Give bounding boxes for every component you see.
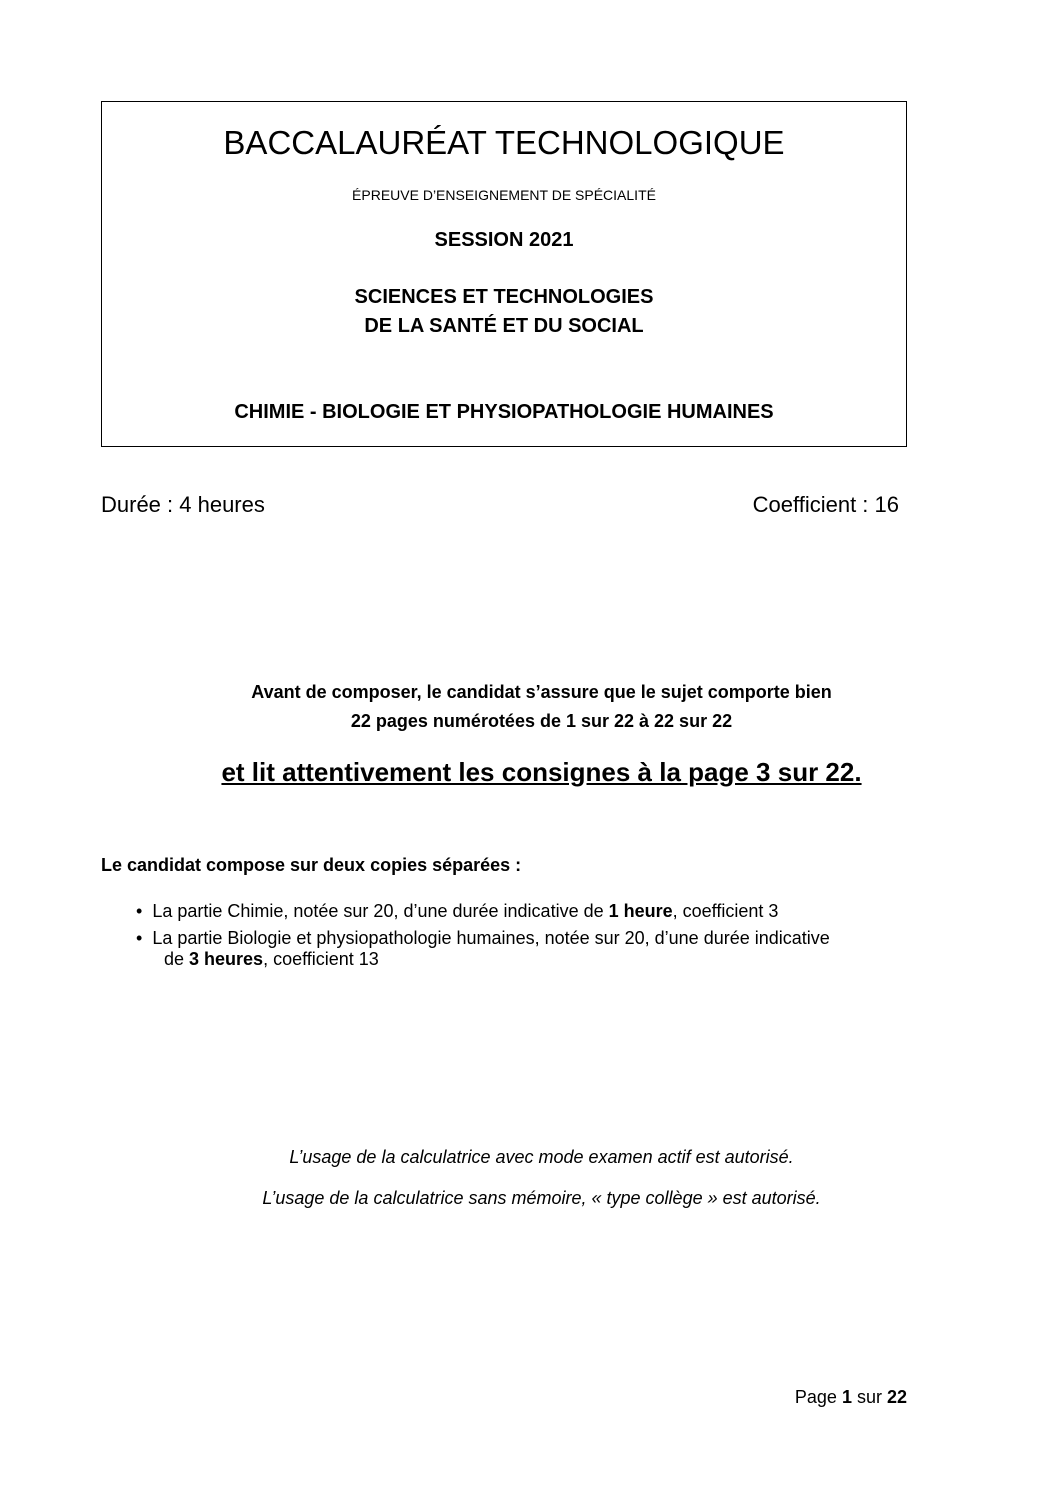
notice-line2: 22 pages numérotées de 1 sur 22 à 22 sur 22 (350, 711, 733, 731)
item-text: , coefficient 3 (672, 901, 779, 921)
calc-line1: L’usage de la calculatrice avec mode examen actif est autorisé. (289, 1147, 794, 1167)
item-bold: 3 heures (189, 949, 264, 969)
subject: CHIMIE - BIOLOGIE ET PHYSIOPATHOLOGIE HUMAINES (234, 401, 774, 423)
footer-bold: 1 (841, 1387, 852, 1407)
notice-line3: et lit attentivement les consignes à la page 3 sur 22. (221, 757, 862, 787)
notice-line1: Avant de composer, le candidat s’assure que le sujet comporte bien (251, 682, 832, 702)
session: SESSION 2021 (434, 229, 574, 251)
calc-line2: L’usage de la calculatrice sans mémoire, « type collège » est autorisé. (262, 1188, 821, 1208)
list-item: • La partie Biologie et physiopathologie humaines, notée sur 20, d’une durée indicative de 3 heures, coefficient 13 (136, 928, 830, 969)
coefficient: Coefficient : 16 (752, 492, 899, 517)
item-bold: 1 heure (608, 901, 673, 921)
item-text: de (164, 949, 190, 969)
item-text: La partie Chimie, notée sur 20, d’une durée indicative de (152, 901, 609, 921)
series-line2: DE LA SANTÉ ET DU SOCIAL (364, 315, 644, 337)
item-text: , coefficient 13 (263, 949, 379, 969)
list-item: • La partie Chimie, notée sur 20, d’une durée indicative de 1 heure, coefficient 3 (136, 901, 779, 921)
footer-text: Page (794, 1387, 842, 1407)
exam-title: BACCALAURÉAT TECHNOLOGIQUE (223, 124, 785, 161)
item-text: La partie Biologie et physiopathologie humaines, notée sur 20, d’une durée indicative (152, 928, 830, 948)
copies-intro: Le candidat compose sur deux copies séparées : (101, 855, 522, 875)
series-line1: SCIENCES ET TECHNOLOGIES (354, 286, 654, 308)
page-number (795, 1387, 907, 1408)
footer-bold: 22 (886, 1387, 907, 1407)
footer-text: sur (851, 1387, 887, 1407)
exam-subtitle: ÉPREUVE D’ENSEIGNEMENT DE SPÉCIALITÉ (352, 187, 656, 203)
duration: Durée : 4 heures (101, 492, 265, 517)
